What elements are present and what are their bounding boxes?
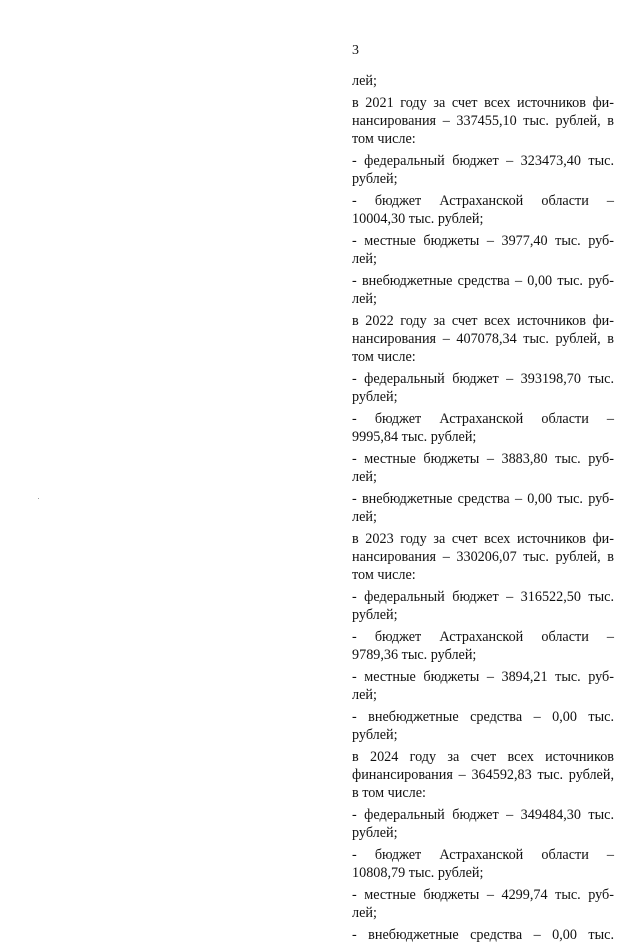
paragraph xyxy=(352,450,614,486)
text-line: 9995,84 тыс. рублей; xyxy=(352,429,477,445)
paragraph xyxy=(352,490,614,526)
text-line: нансирования – 407078,34 тыс. рублей, в xyxy=(352,331,614,347)
text-line: в 2022 году за счет всех источников фи- xyxy=(352,313,614,329)
text-line: - внебюджетные средства – 0,00 тыс. руб- xyxy=(352,491,614,507)
text-line: - федеральный бюджет – 316522,50 тыс. xyxy=(352,589,614,605)
text-line: - бюджет Астраханской области – xyxy=(352,193,614,209)
text-line: лей; xyxy=(352,73,377,89)
paragraph xyxy=(352,708,614,744)
document-text-column xyxy=(352,72,614,944)
paragraph xyxy=(352,628,614,664)
paragraph xyxy=(352,152,614,188)
text-line: лей; xyxy=(352,509,377,525)
text-line: 9789,36 тыс. рублей; xyxy=(352,647,477,663)
paragraph xyxy=(352,588,614,624)
text-line: том числе: xyxy=(352,349,416,365)
text-line: 10808,79 тыс. рублей; xyxy=(352,865,484,881)
paragraph xyxy=(352,806,614,842)
text-line: лей; xyxy=(352,291,377,307)
text-line: в 2021 году за счет всех источников фи- xyxy=(352,95,614,111)
text-line: в 2024 году за счет всех источников xyxy=(352,749,614,765)
text-line: том числе: xyxy=(352,567,416,583)
text-line: 10004,30 тыс. рублей; xyxy=(352,211,484,227)
paragraph xyxy=(352,232,614,268)
paragraph xyxy=(352,94,614,148)
text-line: лей; xyxy=(352,687,377,703)
scan-speck xyxy=(38,498,39,499)
paragraph xyxy=(352,926,614,944)
paragraph xyxy=(352,846,614,882)
paragraph xyxy=(352,72,614,90)
paragraph xyxy=(352,370,614,406)
paragraph xyxy=(352,668,614,704)
text-line: рублей; xyxy=(352,825,398,841)
text-line: рублей; xyxy=(352,389,398,405)
text-line: - внебюджетные средства – 0,00 тыс. xyxy=(352,927,614,943)
text-line: рублей; xyxy=(352,607,398,623)
text-line: - федеральный бюджет – 393198,70 тыс. xyxy=(352,371,614,387)
text-line: - внебюджетные средства – 0,00 тыс. xyxy=(352,709,614,725)
text-line: лей; xyxy=(352,905,377,921)
paragraph xyxy=(352,530,614,584)
text-line: том числе: xyxy=(352,131,416,147)
text-line: в 2023 году за счет всех источников фи- xyxy=(352,531,614,547)
text-line: - внебюджетные средства – 0,00 тыс. руб- xyxy=(352,273,614,289)
text-line: финансирования – 364592,83 тыс. рублей, xyxy=(352,767,614,783)
text-line: - местные бюджеты – 3894,21 тыс. руб- xyxy=(352,669,614,685)
text-line: лей; xyxy=(352,251,377,267)
text-line: - местные бюджеты – 3977,40 тыс. руб- xyxy=(352,233,614,249)
text-line: - местные бюджеты – 3883,80 тыс. руб- xyxy=(352,451,614,467)
text-line: - федеральный бюджет – 323473,40 тыс. xyxy=(352,153,614,169)
text-line: лей; xyxy=(352,469,377,485)
page-number: 3 xyxy=(352,43,359,58)
text-line: - местные бюджеты – 4299,74 тыс. руб- xyxy=(352,887,614,903)
text-line: нансирования – 337455,10 тыс. рублей, в xyxy=(352,113,614,129)
paragraph xyxy=(352,312,614,366)
text-line: - бюджет Астраханской области – xyxy=(352,411,614,427)
paragraph xyxy=(352,886,614,922)
text-line: в том числе: xyxy=(352,785,426,801)
text-line: - бюджет Астраханской области – xyxy=(352,629,614,645)
text-line: рублей; xyxy=(352,727,398,743)
text-line: - федеральный бюджет – 349484,30 тыс. xyxy=(352,807,614,823)
text-line: - бюджет Астраханской области – xyxy=(352,847,614,863)
paragraph xyxy=(352,748,614,802)
text-line: нансирования – 330206,07 тыс. рублей, в xyxy=(352,549,614,565)
paragraph xyxy=(352,272,614,308)
text-line: рублей; xyxy=(352,171,398,187)
paragraph xyxy=(352,192,614,228)
paragraph xyxy=(352,410,614,446)
